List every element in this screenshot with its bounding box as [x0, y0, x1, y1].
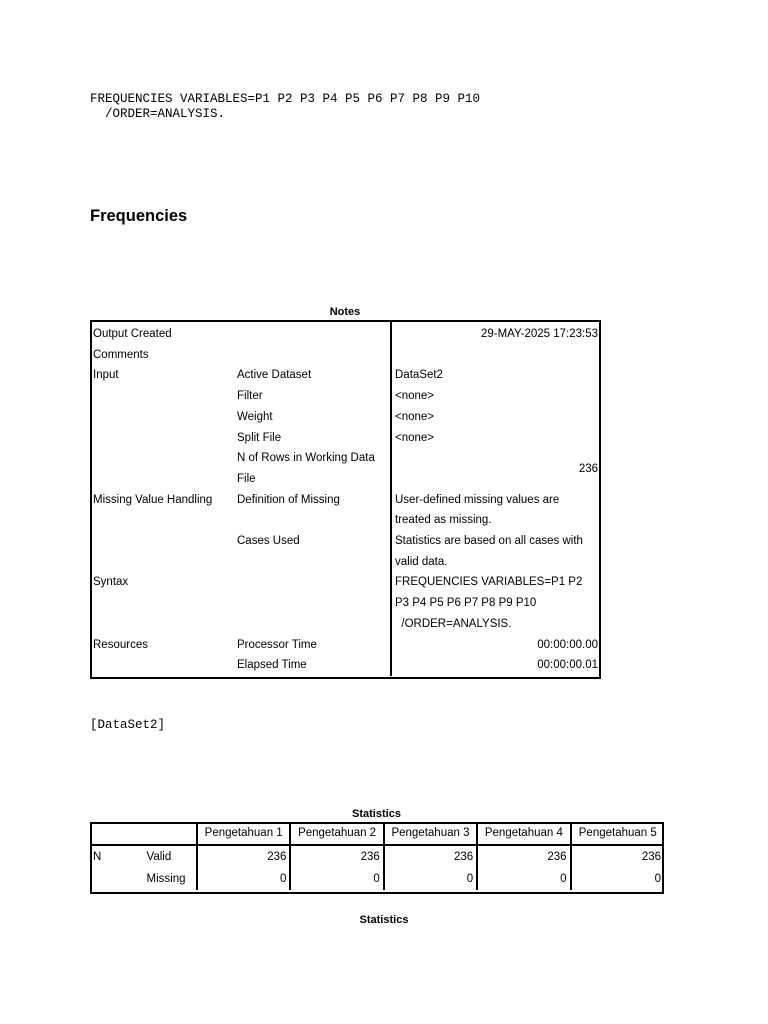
notes-cell-c3: <none>	[391, 407, 601, 428]
notes-cell-c3: <none>	[391, 428, 601, 449]
notes-cell-c3: 00:00:00.01	[391, 655, 601, 676]
notes-row	[90, 448, 601, 489]
syntax-line-2: /ORDER=ANALYSIS.	[90, 107, 226, 121]
statistics-cell: 236	[384, 845, 477, 868]
notes-cell-c2	[234, 320, 391, 345]
statistics-cell: 236	[197, 845, 290, 868]
statistics-row-label: Valid	[146, 851, 172, 863]
notes-cell-c3: User-defined missing values are treated as missing.	[391, 490, 601, 531]
statistics-cell: 236	[571, 845, 664, 868]
notes-row	[90, 428, 601, 449]
notes-cell-c1: Output Created	[93, 328, 172, 340]
notes-cell-c1	[90, 655, 234, 676]
statistics-cell: 0	[197, 868, 290, 890]
notes-cell-c3: Statistics are based on all cases with valid data.	[391, 531, 601, 572]
notes-cell-c3: DataSet2	[391, 365, 601, 386]
notes-cell-c2: Elapsed Time	[237, 659, 307, 672]
syntax-block	[90, 92, 480, 122]
statistics-table	[90, 822, 664, 890]
dataset-line: [DataSet2]	[90, 718, 166, 732]
statistics-table-body	[90, 822, 664, 890]
notes-cell-c2: Active Dataset	[237, 369, 312, 382]
notes-cell-c2	[234, 345, 391, 366]
statistics-row-group	[90, 868, 144, 890]
notes-row	[90, 531, 601, 572]
statistics-row-label: Missing	[146, 873, 186, 885]
frequencies-heading: Frequencies	[90, 207, 188, 225]
statistics-column-header: Pengetahuan 2	[290, 822, 383, 845]
notes-cell-c1	[90, 531, 234, 572]
notes-cell-c2: N of Rows in Working Data File	[237, 452, 375, 485]
statistics-cell: 0	[477, 868, 570, 890]
notes-cell-c1: Missing Value Handling	[93, 493, 213, 506]
notes-cell-c3: FREQUENCIES VARIABLES=P1 P2 P3 P4 P5 P6 P7 P8 P9 P10 /ORDER=ANALYSIS.	[391, 572, 601, 634]
statistics-header-blank	[90, 822, 197, 845]
notes-cell-c1	[90, 407, 234, 428]
statistics-header-row	[90, 822, 664, 845]
statistics-caption: Statistics	[352, 808, 401, 820]
statistics-cell: 0	[290, 868, 383, 890]
notes-cell-c2: Cases Used	[237, 535, 300, 548]
notes-cell-c2: Split File	[237, 431, 282, 444]
statistics-row	[90, 868, 664, 890]
notes-cell-c3: 00:00:00.00	[391, 635, 601, 656]
notes-cell-c3: <none>	[391, 386, 601, 407]
statistics-column-header: Pengetahuan 4	[477, 822, 570, 845]
notes-table-body	[90, 320, 601, 676]
statistics-column-header: Pengetahuan 5	[571, 822, 664, 845]
notes-cell-c1: Input	[93, 369, 119, 382]
notes-cell-c2: Definition of Missing	[237, 493, 340, 506]
notes-row	[90, 320, 601, 345]
notes-cell-c1: Resources	[93, 638, 148, 651]
statistics-cell: 0	[571, 868, 664, 890]
notes-row	[90, 490, 601, 531]
statistics-row-group: N	[93, 851, 102, 863]
statistics-column-header: Pengetahuan 3	[384, 822, 477, 845]
notes-table	[90, 320, 601, 676]
notes-row	[90, 386, 601, 407]
notes-cell-c3: 29-MAY-2025 17:23:53	[391, 320, 601, 345]
notes-row	[90, 572, 601, 634]
notes-cell-c1	[90, 386, 234, 407]
statistics-cell: 0	[384, 868, 477, 890]
notes-cell-c2: Filter	[237, 390, 263, 403]
notes-row	[90, 407, 601, 428]
notes-row	[90, 365, 601, 386]
syntax-line-1: FREQUENCIES VARIABLES=P1 P2 P3 P4 P5 P6 P7 P8 P9 P10	[90, 92, 481, 106]
notes-cell-c1	[90, 428, 234, 449]
notes-cell-c1	[90, 448, 234, 489]
notes-cell-c3	[391, 345, 601, 366]
statistics-caption-2: Statistics	[359, 914, 409, 926]
notes-caption: Notes	[329, 306, 361, 318]
statistics-row	[90, 845, 664, 868]
statistics-cell: 236	[477, 845, 570, 868]
notes-cell-c2: Weight	[237, 410, 273, 423]
notes-cell-c3: 236	[391, 448, 601, 489]
statistics-column-header: Pengetahuan 1	[197, 822, 290, 845]
notes-row	[90, 635, 601, 656]
notes-cell-c2: Processor Time	[237, 638, 317, 651]
notes-cell-c2	[234, 572, 391, 634]
notes-row	[90, 655, 601, 676]
notes-cell-c1: Syntax	[93, 576, 129, 589]
notes-cell-c1: Comments	[93, 348, 149, 361]
notes-row	[90, 345, 601, 366]
statistics-cell: 236	[290, 845, 383, 868]
